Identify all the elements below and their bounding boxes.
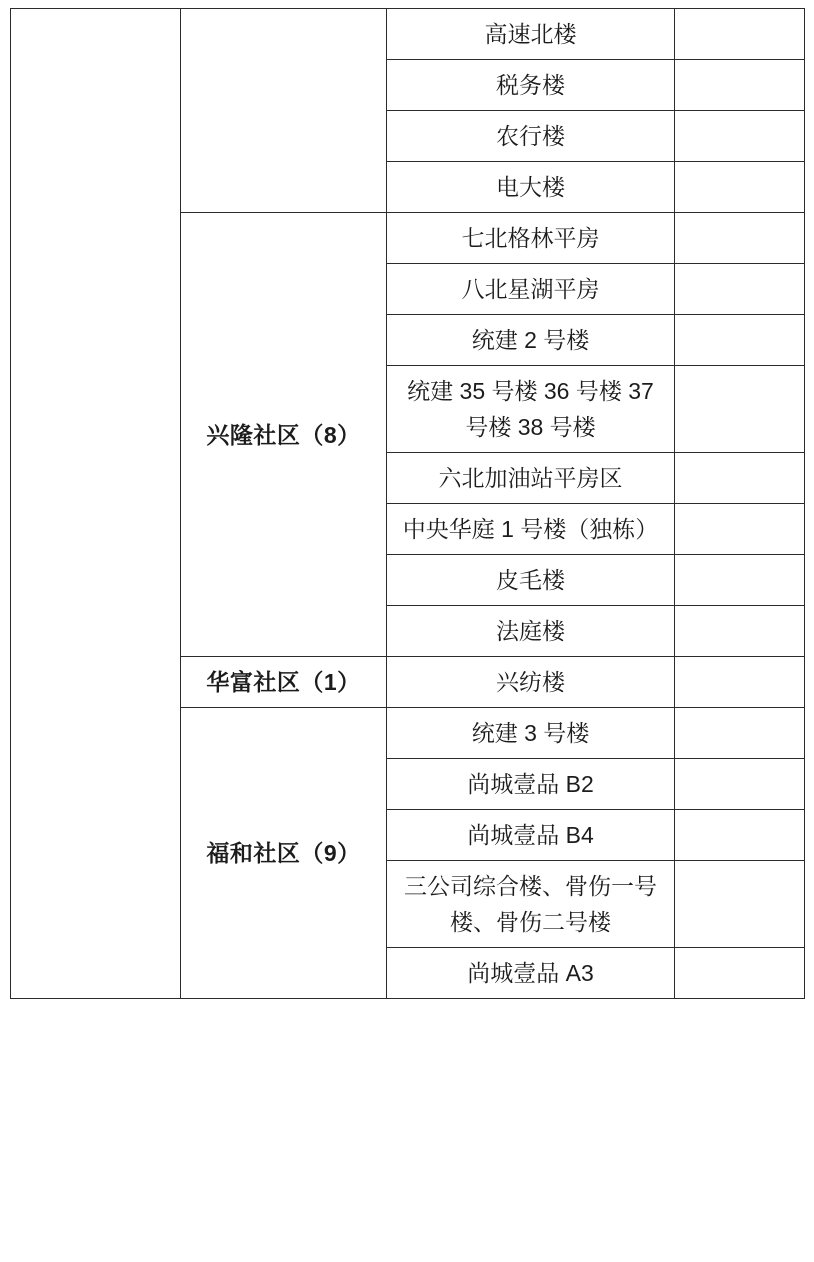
note-cell (675, 759, 805, 810)
item-cell: 兴纺楼 (387, 657, 675, 708)
item-cell: 尚城壹品 A3 (387, 948, 675, 999)
left-spacer-cell (11, 9, 181, 999)
note-cell (675, 9, 805, 60)
item-cell: 六北加油站平房区 (387, 453, 675, 504)
note-cell (675, 213, 805, 264)
note-cell (675, 60, 805, 111)
item-cell: 中央华庭 1 号楼（独栋） (387, 504, 675, 555)
note-cell (675, 111, 805, 162)
note-cell (675, 315, 805, 366)
item-cell: 农行楼 (387, 111, 675, 162)
table-row (11, 9, 805, 60)
item-cell: 七北格林平房 (387, 213, 675, 264)
note-cell (675, 162, 805, 213)
note-cell (675, 504, 805, 555)
item-cell: 法庭楼 (387, 606, 675, 657)
note-cell (675, 606, 805, 657)
item-cell: 皮毛楼 (387, 555, 675, 606)
item-cell: 尚城壹品 B2 (387, 759, 675, 810)
group-cell-xinglong: 兴隆社区（8） (181, 213, 387, 657)
item-cell: 统建 2 号楼 (387, 315, 675, 366)
note-cell (675, 810, 805, 861)
item-cell: 八北星湖平房 (387, 264, 675, 315)
note-cell (675, 264, 805, 315)
note-cell (675, 861, 805, 948)
item-cell: 尚城壹品 B4 (387, 810, 675, 861)
item-cell: 高速北楼 (387, 9, 675, 60)
item-cell: 统建 3 号楼 (387, 708, 675, 759)
note-cell (675, 948, 805, 999)
item-cell: 电大楼 (387, 162, 675, 213)
note-cell (675, 657, 805, 708)
item-cell: 统建 35 号楼 36 号楼 37 号楼 38 号楼 (387, 366, 675, 453)
group-cell-huafu: 华富社区（1） (181, 657, 387, 708)
item-cell: 三公司综合楼、骨伤一号楼、骨伤二号楼 (387, 861, 675, 948)
note-cell (675, 453, 805, 504)
note-cell (675, 555, 805, 606)
building-list-table (10, 8, 805, 999)
group-cell-continued (181, 9, 387, 213)
note-cell (675, 366, 805, 453)
item-cell: 税务楼 (387, 60, 675, 111)
note-cell (675, 708, 805, 759)
group-cell-fuhe: 福和社区（9） (181, 708, 387, 999)
